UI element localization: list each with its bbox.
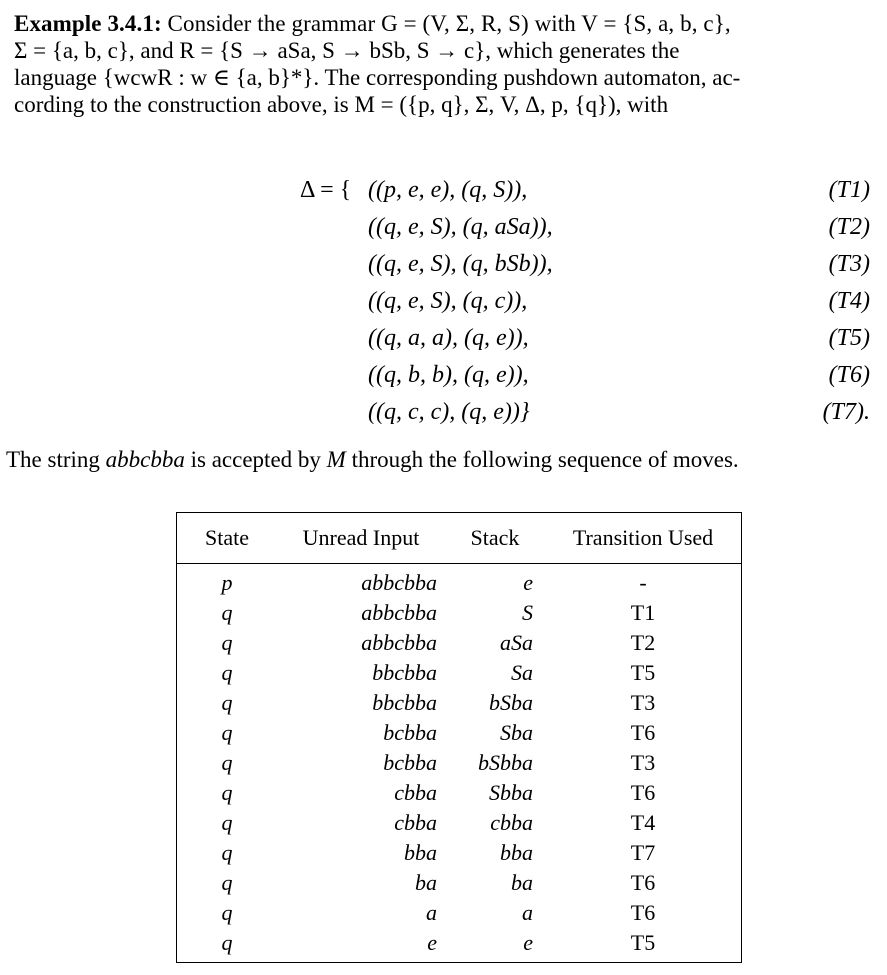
- example-label: Example 3.4.1:: [14, 11, 162, 36]
- cell-unread-input: bbcbba: [372, 660, 437, 685]
- header-transition-used: Transition Used: [572, 525, 714, 550]
- example-line-2: Σ = {a, b, c}, and R = {S → aSa, S → bSb, S → c}, which generates the: [14, 38, 680, 63]
- cell-state: q: [221, 870, 233, 895]
- example-line-3: language {wcwR : w ∈ {a, b}*}. The corresponding pushdown automaton, ac-: [14, 65, 741, 90]
- transition-expression: ((q, e, S), (q, c)),: [368, 288, 528, 314]
- table-row: [177, 778, 741, 808]
- cell-unread-input: cbba: [394, 810, 437, 835]
- transition-row: [300, 246, 870, 283]
- example-paragraph: [14, 10, 874, 118]
- cell-unread-input: abbcbba: [361, 570, 437, 595]
- accepted-string: abbcbba: [105, 447, 185, 472]
- cell-unread-input: abbcbba: [361, 600, 437, 625]
- table-row: [177, 658, 741, 688]
- transition-tag: (T6): [828, 362, 870, 388]
- cell-transition: T3: [630, 750, 656, 775]
- transition-row: [300, 394, 870, 431]
- transition-relation: [300, 172, 870, 431]
- cell-unread-input: e: [427, 930, 437, 955]
- cell-stack: ba: [511, 870, 533, 895]
- cell-state: q: [221, 840, 233, 865]
- table-header: [177, 513, 741, 564]
- table-row: [177, 868, 741, 898]
- cell-transition: T7: [630, 840, 656, 865]
- transition-expression: ((q, c, c), (q, e))}: [368, 399, 530, 425]
- cell-state: q: [221, 660, 233, 685]
- cell-state: q: [221, 750, 233, 775]
- cell-stack: Sba: [500, 720, 533, 745]
- cell-stack: bSba: [489, 690, 533, 715]
- transition-expression: ((p, e, e), (q, S)),: [368, 177, 528, 203]
- cell-transition: T3: [630, 690, 656, 715]
- cell-unread-input: ba: [415, 870, 437, 895]
- cell-state: q: [221, 930, 233, 955]
- transition-row: [300, 320, 870, 357]
- transition-row: [300, 283, 870, 320]
- cell-unread-input: abbcbba: [361, 630, 437, 655]
- cell-transition: T1: [630, 600, 656, 625]
- cell-unread-input: bbcbba: [372, 690, 437, 715]
- transition-tag: (T2): [828, 214, 870, 240]
- example-line-1: Consider the grammar G = (V, Σ, R, S) with V = {S, a, b, c},: [161, 11, 731, 36]
- header-state: State: [205, 525, 249, 550]
- transition-expression: ((q, e, S), (q, bSb)),: [368, 251, 553, 277]
- cell-state: q: [221, 690, 233, 715]
- cell-state: q: [221, 810, 233, 835]
- table-row: [177, 568, 741, 598]
- moves-table: [176, 512, 742, 963]
- table-row: [177, 928, 741, 958]
- cell-state: q: [221, 600, 233, 625]
- cell-state: q: [221, 780, 233, 805]
- cell-unread-input: bba: [404, 840, 437, 865]
- table-body: [177, 564, 741, 962]
- cell-stack: aSa: [500, 630, 533, 655]
- cell-stack: bSbba: [478, 750, 533, 775]
- cell-stack: Sa: [511, 660, 533, 685]
- accept-sentence: The string abbcbba is accepted by M through the following sequence of moves.: [6, 447, 739, 472]
- table-row: [177, 748, 741, 778]
- transition-tag: (T3): [828, 251, 870, 277]
- transition-row: [300, 172, 870, 209]
- cell-transition: T6: [630, 900, 656, 925]
- transition-expression: ((q, e, S), (q, aSa)),: [368, 214, 553, 240]
- header-stack: Stack: [470, 525, 520, 550]
- cell-stack: S: [522, 600, 533, 625]
- cell-transition: T4: [630, 810, 656, 835]
- machine-name: M: [326, 447, 346, 472]
- delta-lhs: Δ = {: [300, 177, 352, 203]
- table-row: [177, 898, 741, 928]
- table-row: [177, 718, 741, 748]
- cell-unread-input: cbba: [394, 780, 437, 805]
- transition-tag: (T5): [828, 325, 870, 351]
- cell-transition: T6: [630, 780, 656, 805]
- cell-stack: cbba: [490, 810, 533, 835]
- cell-state: q: [221, 630, 233, 655]
- cell-transition: -: [639, 570, 647, 595]
- cell-transition: T2: [630, 630, 656, 655]
- table-row: [177, 808, 741, 838]
- cell-state: p: [221, 570, 233, 595]
- table-row: [177, 598, 741, 628]
- transition-expression: ((q, b, b), (q, e)),: [368, 362, 529, 388]
- table-row: [177, 838, 741, 868]
- cell-unread-input: a: [426, 900, 437, 925]
- table-row: [177, 628, 741, 658]
- example-line-4: cording to the construction above, is M = ({p, q}, Σ, V, Δ, p, {q}), with: [14, 92, 669, 117]
- cell-unread-input: bcbba: [383, 750, 437, 775]
- transition-expression: ((q, a, a), (q, e)),: [368, 325, 529, 351]
- transition-tag: (T7).: [822, 399, 870, 425]
- transition-tag: (T4): [828, 288, 870, 314]
- cell-stack: a: [522, 900, 533, 925]
- cell-state: q: [221, 720, 233, 745]
- cell-transition: T5: [630, 930, 656, 955]
- cell-transition: T5: [630, 660, 656, 685]
- cell-transition: T6: [630, 870, 656, 895]
- cell-stack: e: [523, 930, 533, 955]
- cell-transition: T6: [630, 720, 656, 745]
- cell-stack: bba: [500, 840, 533, 865]
- transition-tag: (T1): [828, 177, 870, 203]
- transition-row: [300, 357, 870, 394]
- cell-stack: Sbba: [489, 780, 533, 805]
- cell-state: q: [221, 900, 233, 925]
- header-unread-input: Unread Input: [302, 525, 420, 550]
- cell-unread-input: bcbba: [383, 720, 437, 745]
- table-row: [177, 688, 741, 718]
- cell-stack: e: [523, 570, 533, 595]
- transition-row: [300, 209, 870, 246]
